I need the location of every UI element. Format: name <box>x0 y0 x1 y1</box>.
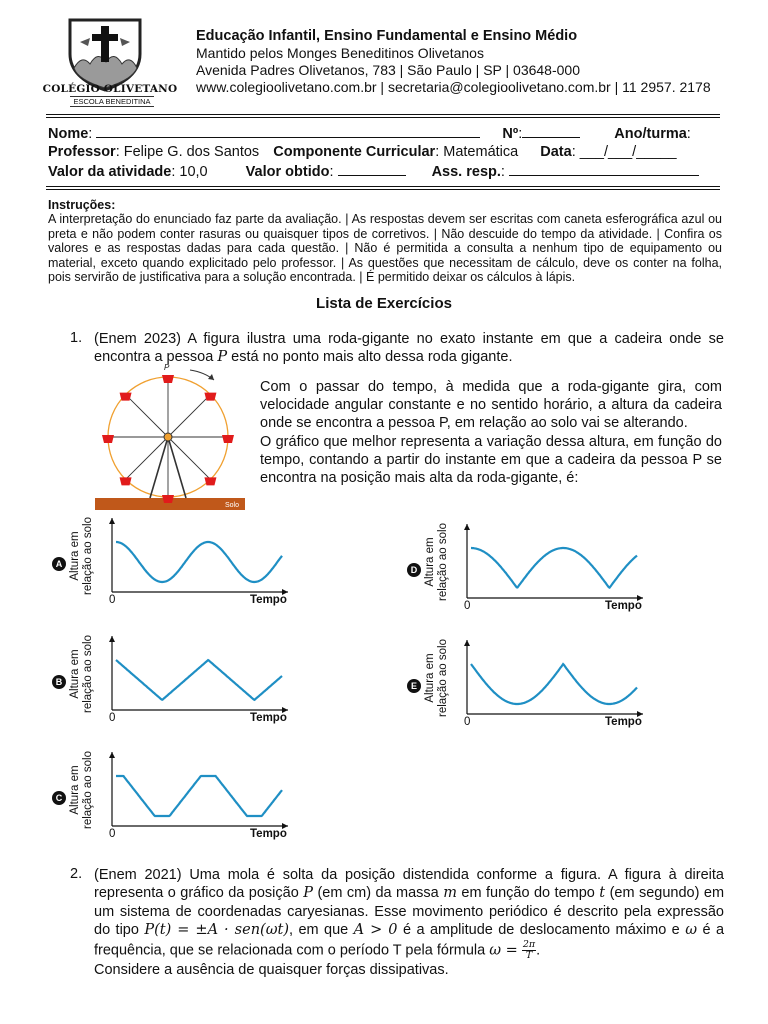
y-axis-arrow <box>109 752 115 758</box>
origin-label: 0 <box>464 600 471 612</box>
ass-label: Ass. resp. <box>431 164 501 180</box>
y-axis-label-line: relação ao solo <box>82 751 94 829</box>
y-axis-label-line: Altura em <box>424 653 436 703</box>
professor-value: Felipe G. dos Santos <box>123 144 260 160</box>
q1-number: 1. <box>70 330 83 346</box>
y-axis-arrow <box>109 518 115 524</box>
header-line-1: Educação Infantil, Ensino Fundamental e Ensino Médio <box>196 28 578 44</box>
divider <box>46 189 720 190</box>
wheel-hub <box>164 433 172 441</box>
origin-label: 0 <box>464 716 471 728</box>
q2-text-8: Considere a ausência de quaisquer forças dissipativas. <box>94 961 449 978</box>
valor-label: Valor da atividade <box>48 164 172 180</box>
instructions-text: A interpretação do enunciado faz parte da avaliação. | As respostas devem ser escritas com caneta esferográfica azul ou preta e não podem conter rasuras ou quaisquer tipos de corretivos. | Não descuide do tempo da atividade. | Confira os valores e as respostas dadas para cada questão. | Não é permitida a consulta a nenhum tipo de equipamento ou material, exceto quando explicitado pelo professor. | As questões que necessitam de cálculo, deve os conter na folha, pois servirão de justificativa para a solução encontrada. | É permitido deixar os cálculos à lápis. <box>48 212 722 285</box>
option-a[interactable] <box>52 512 292 616</box>
y-axis-label-line: Altura em <box>424 537 436 587</box>
origin-label: 0 <box>109 712 116 724</box>
option-letter: D <box>407 563 421 577</box>
obtido-label: Valor obtido <box>245 164 330 180</box>
wheel-seat <box>102 435 114 443</box>
option-letter: B <box>52 675 66 689</box>
q2-text-2: (em cm) da massa <box>317 885 439 902</box>
wheel-spoke <box>126 395 168 437</box>
divider <box>46 114 720 115</box>
y-axis-label-line: Altura em <box>69 765 81 815</box>
q1-var-p: P <box>217 349 228 365</box>
obtido-field[interactable] <box>338 162 406 176</box>
q2-text-7: é a frequência, que se relacionada com o período T pela fórmula <box>94 922 725 958</box>
y-axis-label-line: relação ao solo <box>437 639 449 717</box>
q1-intro-a: (Enem 2023) A figura ilustra uma roda-gigante no exato instante em que a cadeira onde se encontra a pessoa <box>94 331 724 365</box>
divider <box>46 117 720 118</box>
q1-intro <box>94 330 724 366</box>
x-axis-label: Tempo <box>605 716 642 728</box>
componente-value: Matemática <box>443 144 519 160</box>
option-curve <box>471 664 637 704</box>
q2-var-m: m <box>443 885 457 902</box>
option-graph <box>52 512 292 602</box>
q2-text: (Enem 2021) Uma mola é solta da posição distendida conforme a figura. A figura à direita representa o gráfico da posição P (em cm) da massa m em função do tempo t (em segundo) em um sistema de coordenadas caryesianas. Esse movimento periódico é descrito pela expressão do tipo P(t) = ±A · sen(ωt), em que A > 0 é a amplitude de deslocamento máximo e ω é a frequência, que se relacionada com o período T pela fórmula ω = $\frac{2\pi}{T}$ . Considere a ausência de quaisquer forças dissipativas. <box>94 867 725 978</box>
y-axis-arrow <box>464 524 470 530</box>
data-label: Data <box>540 144 572 160</box>
q2-var-omega: ω <box>685 922 698 939</box>
list-title: Lista de Exercícios <box>316 295 452 312</box>
q2-number: 2. <box>70 866 83 882</box>
q1-body-2: O gráfico que melhor representa a variação dessa altura, em função do tempo, contando a partir do instante em que a cadeira da pessoa P se encontra na posição mais alta da roda-gigante, é: <box>260 433 722 487</box>
numero-field[interactable] <box>522 124 580 138</box>
origin-label: 0 <box>109 828 116 840</box>
q2-condition: A > 0 <box>353 922 398 939</box>
q2-frac-den: T <box>525 949 533 961</box>
q2-text-1: (Enem 2021) Uma mola é solta da posição distendida conforme a figura. A figura à direita representa o gráfico da posição <box>94 867 724 902</box>
q2-var-p: P <box>303 885 313 902</box>
y-axis-label-line: relação ao solo <box>437 523 449 601</box>
wheel-seat <box>204 477 216 485</box>
option-d[interactable] <box>407 518 647 622</box>
option-c[interactable] <box>52 746 292 850</box>
divider <box>46 186 720 187</box>
q1-body-1: Com o passar do tempo, à medida que a roda-gigante gira, com velocidade angular constante e no sentido horário, a altura da cadeira onde se encontra a pessoa P, em relação ao solo vai se alterando. <box>260 379 722 432</box>
option-letter: A <box>52 557 66 571</box>
q1-body <box>260 378 722 487</box>
header-line-3: Avenida Padres Olivetanos, 783 | São Paulo | SP | 03648-000 <box>196 62 580 78</box>
componente-label: Componente Curricular <box>273 144 436 160</box>
q2-text-5: , em que <box>289 922 349 939</box>
q2-fraction <box>522 940 536 961</box>
option-letter: E <box>407 679 421 693</box>
school-logo <box>40 12 180 112</box>
ground-label: Solo <box>225 502 240 509</box>
q2-frac-num: 2π <box>522 938 536 950</box>
wheel-seat <box>120 477 132 485</box>
school-subtitle: ESCOLA BENEDITINA <box>70 96 154 107</box>
wheel-seat <box>162 375 174 383</box>
origin-label: 0 <box>109 594 116 606</box>
nome-label: Nome <box>48 126 89 142</box>
option-curve <box>116 542 282 582</box>
q2-formula: P(t) = ±A · sen(ωt) <box>144 922 290 939</box>
data-field[interactable]: ___/___/_____ <box>579 144 677 160</box>
option-curve <box>116 660 282 700</box>
ferris-wheel-icon <box>95 362 245 512</box>
ano-label: Ano/turma <box>614 126 687 142</box>
ferris-wheel-figure <box>95 362 245 512</box>
q2-text-6: é a amplitude de deslocamento máximo e <box>402 922 680 939</box>
form-row-3: Valor da atividade: 10,0 Valor obtido: Ass. resp.: <box>48 162 728 181</box>
nome-field[interactable] <box>96 124 480 138</box>
wheel-spoke <box>168 395 210 437</box>
x-axis-label: Tempo <box>605 600 642 612</box>
option-letter: C <box>52 791 66 805</box>
x-axis-label: Tempo <box>250 594 287 606</box>
q2-text-4: (em segundo) em um sistema de coordenadas caryesianas. Esse movimento periódico é descrito pela expressão do tipo <box>94 885 725 939</box>
valor-value: 10,0 <box>179 164 208 180</box>
option-graph <box>407 518 647 608</box>
wheel-seat <box>204 393 216 401</box>
q2-var-t: t <box>599 885 606 902</box>
y-axis-arrow <box>464 640 470 646</box>
option-curve <box>471 548 637 588</box>
option-b[interactable] <box>52 630 292 734</box>
y-axis-label-line: relação ao solo <box>82 635 94 713</box>
wheel-seat <box>120 393 132 401</box>
header-line-4: www.colegioolivetano.com.br | secretaria@colegioolivetano.com.br | 11 2957. 2178 <box>196 79 711 95</box>
professor-label: Professor <box>48 144 116 160</box>
y-axis-label-line: Altura em <box>69 531 81 581</box>
y-axis-arrow <box>109 636 115 642</box>
ass-field[interactable] <box>509 162 699 176</box>
x-axis-label: Tempo <box>250 712 287 724</box>
form-row-2: Professor: Felipe G. dos Santos Componente Curricular: Matemática Data: ___/___/_____ <box>48 144 677 160</box>
wheel-p-label: P <box>164 363 170 372</box>
option-curve <box>116 776 282 816</box>
option-graph <box>407 634 647 724</box>
q1-intro-b: está no ponto mais alto dessa roda gigante. <box>231 349 513 365</box>
y-axis-label-line: Altura em <box>69 649 81 699</box>
wheel-seat <box>222 435 234 443</box>
instructions-title: Instruções: <box>48 198 116 212</box>
q2-text-3: em função do tempo <box>461 885 595 902</box>
school-name: COLÉGIO OLIVETANO <box>42 83 178 95</box>
option-graph <box>52 746 292 836</box>
y-axis-label-line: relação ao solo <box>82 517 94 595</box>
q2-omega-eq: ω = <box>489 941 518 958</box>
option-e[interactable] <box>407 634 647 738</box>
form-row-1: Nome: Nº: Ano/turma: <box>48 126 691 142</box>
option-graph <box>52 630 292 720</box>
x-axis-label: Tempo <box>250 828 287 840</box>
wheel-seat <box>162 495 174 503</box>
header-line-2: Mantido pelos Monges Beneditinos Olivetanos <box>196 45 484 61</box>
numero-label: Nº <box>502 126 519 142</box>
